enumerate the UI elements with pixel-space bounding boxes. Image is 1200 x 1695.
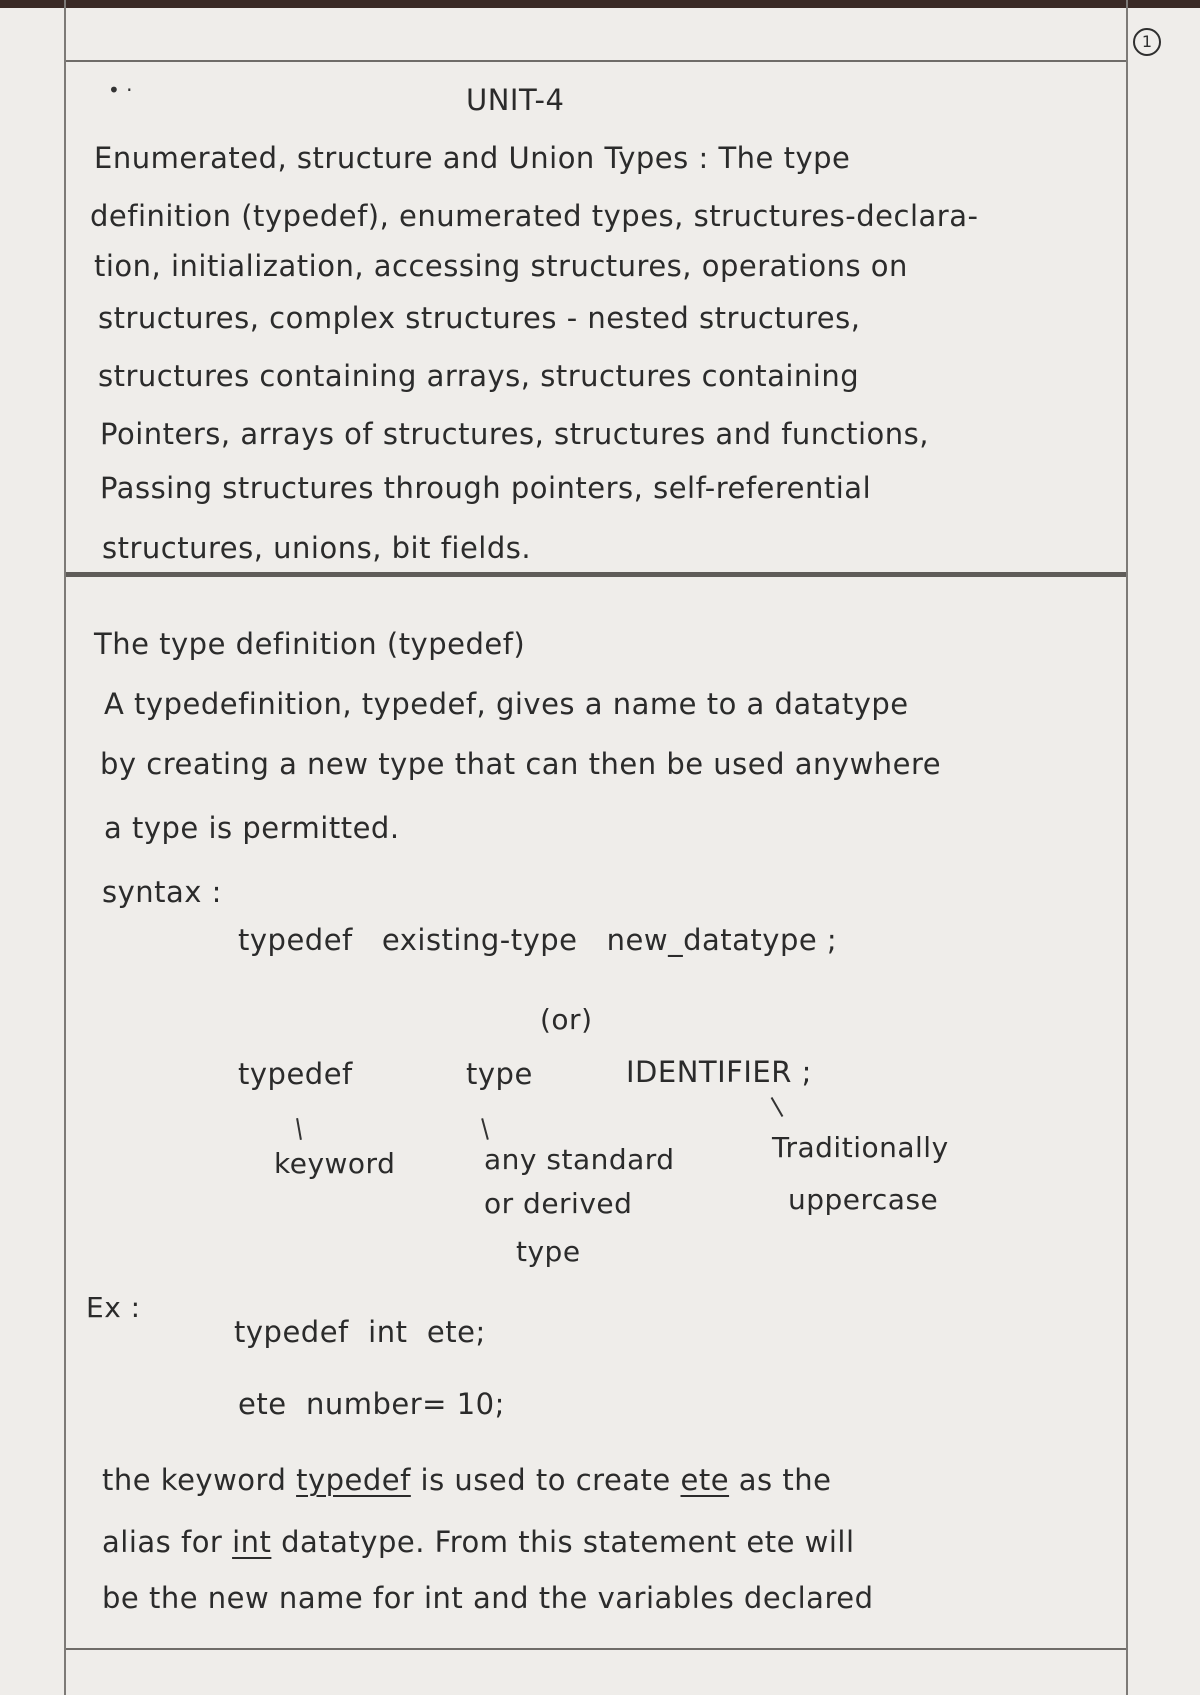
identifier-note: uppercase [788,1183,939,1216]
identifier-note: Traditionally [772,1131,949,1164]
example-line: typedef int ete; [234,1315,486,1349]
syllabus-line: structures, unions, bit fields. [102,531,532,565]
explanation-text: as the [729,1463,832,1497]
explanation-text: the keyword [102,1463,297,1497]
left-margin-line [64,0,66,1695]
type-note: or derived [484,1187,633,1220]
explanation-line-3: be the new name for int and the variables declared [102,1581,874,1615]
explanation-text: alias for [102,1525,233,1559]
margin-dots: • · [108,78,133,102]
syllabus-line: Passing structures through pointers, self-referential [100,471,872,505]
unit-title: UNIT-4 [466,83,565,117]
syntax-label: syntax : [102,875,222,909]
intro-line: by creating a new type that can then be used anywhere [100,747,942,781]
explanation-line-2 [102,1524,855,1560]
section-divider [66,572,1126,577]
or-label: (or) [540,1003,593,1036]
top-edge [0,0,1200,8]
syllabus-line: Enumerated, structure and Union Types : The type [94,141,851,175]
syntax-type: type [466,1057,533,1091]
syllabus-line: definition (typedef), enumerated types, structures-declara- [90,199,979,233]
keyword-note: keyword [274,1147,396,1180]
type-note: type [516,1235,581,1268]
top-rule [66,60,1126,62]
example-label: Ex : [86,1291,141,1324]
example-line: ete number= 10; [238,1387,505,1421]
syllabus-line: tion, initialization, accessing structures, operations on [94,249,908,283]
section-heading: The type definition (typedef) [94,627,526,661]
explanation-line-1 [102,1462,831,1498]
underlined-int: int [232,1525,272,1559]
syllabus-line: Pointers, arrays of structures, structures and functions, [100,417,930,451]
underlined-ete: ete [680,1463,730,1497]
syntax-identifier: IDENTIFIER ; [626,1055,812,1089]
syllabus-line: structures, complex structures - nested structures, [98,301,861,335]
right-margin-line [1126,0,1128,1695]
syntax-keyword: typedef [238,1057,353,1091]
intro-line: a type is permitted. [104,811,400,845]
bottom-rule [66,1648,1126,1650]
intro-line: A typedefinition, typedef, gives a name to a datatype [104,687,909,721]
underlined-typedef: typedef [296,1463,411,1497]
type-note: any standard [484,1143,675,1176]
syllabus-line: structures containing arrays, structures containing [98,359,860,393]
explanation-text: is used to create [410,1463,681,1497]
explanation-text: datatype. From this statement ete will [271,1525,855,1559]
page-number-badge: 1 [1133,28,1161,56]
syntax-line: typedef existing-type new_datatype ; [238,923,838,957]
